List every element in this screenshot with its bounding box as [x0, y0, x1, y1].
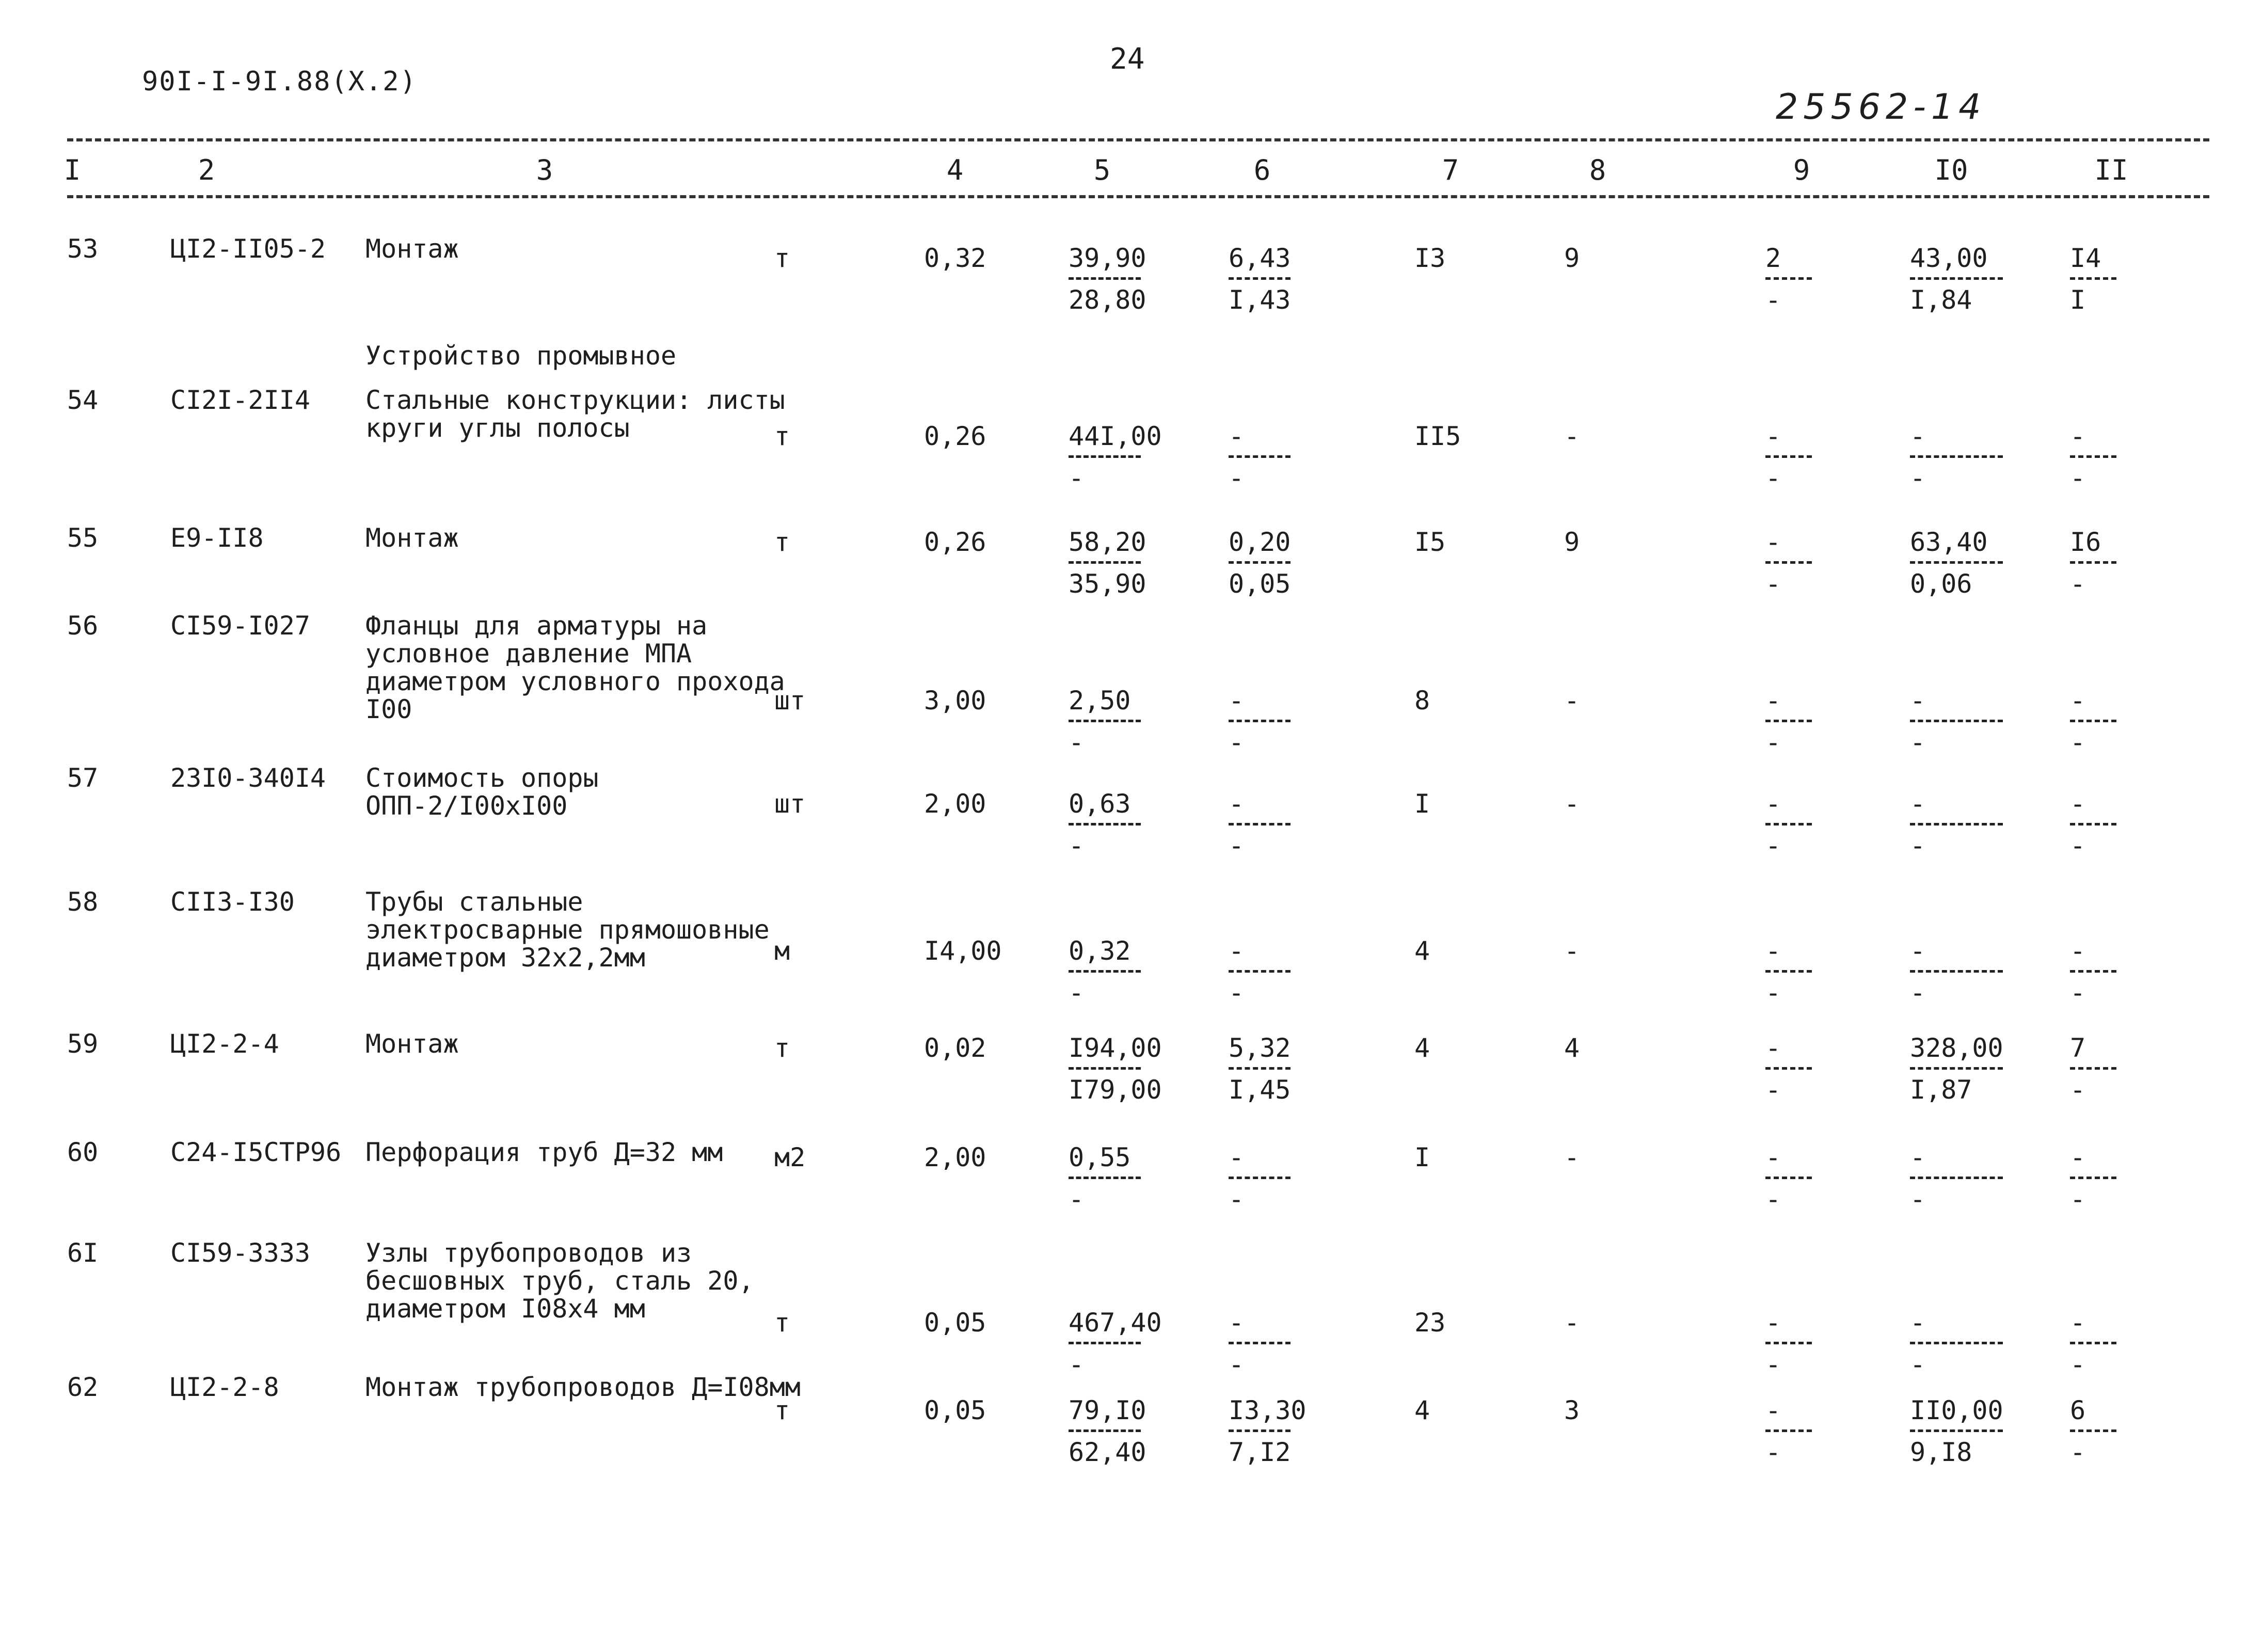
labor-value: I [1414, 789, 1430, 819]
fraction-bar [1910, 277, 2003, 280]
col11-value-denominator: - [2070, 978, 2086, 1008]
rate-code: CI59-3333 [170, 1238, 310, 1268]
fraction-bar [2070, 823, 2116, 825]
machine-cost-fraction [1229, 1309, 1291, 1378]
work-name: Монтаж [365, 234, 459, 264]
unit-cost-numerator: 0,55 [1069, 1142, 1131, 1172]
fraction-bar [1069, 1067, 1141, 1070]
fraction-bar [2070, 1067, 2116, 1070]
unit-of-measure: т [774, 1033, 790, 1063]
machine-cost-denominator: - [1229, 727, 1245, 757]
unit-cost-denominator: - [1069, 727, 1085, 757]
col9-value-numerator: - [1765, 789, 1781, 819]
work-name: Перфорация труб Д=32 мм [365, 1137, 723, 1167]
col-header-7: 7 [1442, 154, 1459, 186]
table-row [0, 1372, 2262, 1467]
col11-value-fraction [2070, 1143, 2116, 1213]
fraction-bar [1069, 455, 1141, 458]
col9-value-fraction [1765, 1143, 1812, 1213]
unit-cost-fraction [1069, 421, 1162, 493]
unit-of-measure: т [774, 527, 790, 557]
machine-cost-numerator: I3,30 [1229, 1395, 1307, 1425]
section-heading: Устройство промывное [365, 341, 677, 371]
col10-value-numerator: II0,00 [1910, 1395, 2003, 1425]
col9-value-fraction [1765, 687, 1812, 756]
machine-cost-numerator: - [1229, 789, 1245, 819]
col10-value-numerator: - [1910, 936, 1926, 966]
fraction-bar [1069, 561, 1141, 564]
col8-value: 3 [1564, 1395, 1580, 1425]
handwritten-number: 25562-14 [1776, 87, 1986, 128]
machine-cost-fraction [1229, 1034, 1291, 1104]
labor-value: II5 [1414, 421, 1461, 451]
unit-cost-numerator: I94,00 [1069, 1033, 1162, 1063]
machine-cost-fraction [1229, 1143, 1291, 1213]
fraction-bar [1229, 720, 1291, 722]
col9-value-denominator: - [1765, 727, 1781, 757]
unit-cost-numerator: 2,50 [1069, 686, 1131, 716]
col10-value-denominator: - [1910, 831, 1926, 861]
col9-value-numerator: - [1765, 1142, 1781, 1172]
machine-cost-numerator: - [1229, 936, 1245, 966]
fraction-bar [1765, 720, 1812, 722]
machine-cost-denominator: - [1229, 463, 1245, 493]
col9-value-fraction [1765, 244, 1812, 314]
unit-cost-denominator: - [1069, 1184, 1085, 1214]
unit-cost-numerator: 0,63 [1069, 789, 1131, 819]
row-number: 60 [67, 1137, 99, 1167]
work-name: Монтаж трубопроводов Д=I08мм [365, 1372, 801, 1402]
col11-value-fraction [2070, 1309, 2116, 1378]
row-number: 55 [67, 523, 99, 553]
unit-cost-fraction [1069, 790, 1141, 860]
machine-cost-fraction [1229, 422, 1291, 492]
rate-code: CI59-I027 [170, 611, 310, 641]
rate-code: CII3-I30 [170, 887, 295, 917]
work-name: Монтаж [365, 1029, 459, 1059]
unit-cost-numerator: 44I,00 [1069, 421, 1162, 451]
labor-value: 23 [1414, 1308, 1446, 1338]
col10-value-denominator: - [1910, 727, 1926, 757]
col11-value-fraction [2070, 1034, 2116, 1104]
col9-value-numerator: - [1765, 1395, 1781, 1425]
document-code: 90I-I-9I.88(X.2) [142, 66, 417, 97]
machine-cost-denominator: - [1229, 1184, 1245, 1214]
col10-value-denominator: I,84 [1910, 285, 1972, 315]
fraction-bar [1229, 823, 1291, 825]
unit-cost-denominator: 62,40 [1069, 1437, 1146, 1467]
col10-value-numerator: - [1910, 1308, 1926, 1338]
col9-value-denominator: - [1765, 1184, 1781, 1214]
work-name: Стальные конструкции: листы круги углы полосы [365, 385, 785, 443]
col-header-4: 4 [946, 154, 964, 186]
table-row [0, 523, 2262, 599]
col10-value-fraction [1910, 1396, 2003, 1466]
machine-cost-fraction [1229, 1395, 1307, 1467]
fraction-bar [1910, 1067, 2003, 1070]
unit-of-measure: шт [774, 789, 806, 819]
rate-code: ЦI2-2-8 [170, 1372, 279, 1402]
col10-value-fraction [1910, 687, 2003, 756]
fraction-bar [1069, 1429, 1141, 1432]
col-header-11: II [2094, 154, 2128, 186]
col8-value: 9 [1564, 243, 1580, 273]
fraction-bar [2070, 720, 2116, 722]
fraction-bar [1765, 970, 1812, 973]
col10-value-numerator: - [1910, 1142, 1926, 1172]
fraction-bar [1910, 561, 2003, 564]
col-header-5: 5 [1093, 154, 1111, 186]
row-number: 62 [67, 1372, 99, 1402]
fraction-bar [1069, 277, 1141, 280]
col10-value-fraction [1910, 244, 2003, 314]
col11-value-denominator: - [2070, 831, 2086, 861]
unit-cost-denominator: - [1069, 463, 1085, 493]
col10-value-fraction [1910, 1034, 2003, 1104]
unit-cost-fraction [1069, 1033, 1162, 1105]
fraction-bar [1229, 1429, 1291, 1432]
col10-value-numerator: - [1910, 686, 1926, 716]
unit-cost-numerator: 467,40 [1069, 1308, 1162, 1338]
fraction-bar [1765, 277, 1812, 280]
col9-value-denominator: - [1765, 285, 1781, 315]
col11-value-denominator: - [2070, 569, 2086, 599]
unit-cost-denominator: - [1069, 978, 1085, 1008]
col11-value-fraction [2070, 244, 2116, 314]
col10-value-denominator: - [1910, 1184, 1926, 1214]
unit-cost-fraction [1069, 687, 1141, 756]
col10-value-numerator: 63,40 [1910, 527, 1988, 557]
col9-value-fraction [1765, 1034, 1812, 1104]
unit-of-measure: шт [774, 686, 806, 716]
unit-cost-numerator: 0,32 [1069, 936, 1131, 966]
col11-value-fraction [2070, 422, 2116, 492]
col10-value-numerator: 328,00 [1910, 1033, 2003, 1063]
fraction-bar [1910, 1342, 2003, 1344]
fraction-bar [1765, 561, 1812, 564]
quantity: 2,00 [924, 1142, 986, 1172]
fraction-bar [1910, 720, 2003, 722]
unit-of-measure: т [774, 421, 790, 451]
fraction-bar [1765, 823, 1812, 825]
header-top-rule [67, 138, 2209, 141]
machine-cost-denominator: 0,05 [1229, 569, 1291, 599]
quantity: 0,26 [924, 527, 986, 557]
machine-cost-numerator: 5,32 [1229, 1033, 1291, 1063]
col-header-3: 3 [536, 154, 553, 186]
col9-value-denominator: - [1765, 463, 1781, 493]
work-name: Узлы трубопроводов из бесшовных труб, сталь 20, диаметром I08x4 мм [365, 1238, 754, 1324]
fraction-bar [1910, 823, 2003, 825]
col10-value-denominator: - [1910, 1349, 1926, 1379]
col9-value-numerator: - [1765, 1308, 1781, 1338]
col-header-2: 2 [198, 154, 215, 186]
machine-cost-fraction [1229, 244, 1291, 314]
fraction-bar [1069, 823, 1141, 825]
col9-value-fraction [1765, 790, 1812, 860]
col8-value: - [1564, 1142, 1580, 1172]
col11-value-denominator: - [2070, 1075, 2086, 1105]
col8-value: 9 [1564, 527, 1580, 557]
col9-value-numerator: 2 [1765, 243, 1781, 273]
page-number: 24 [1110, 42, 1145, 76]
unit-of-measure: м2 [774, 1142, 806, 1172]
row-number: 54 [67, 385, 99, 415]
fraction-bar [1229, 561, 1291, 564]
fraction-bar [2070, 970, 2116, 973]
col11-value-fraction [2070, 937, 2116, 1007]
col11-value-denominator: - [2070, 463, 2086, 493]
machine-cost-denominator: I,45 [1229, 1075, 1291, 1105]
col9-value-fraction [1765, 1396, 1812, 1466]
col10-value-fraction [1910, 937, 2003, 1007]
col11-value-numerator: I6 [2070, 527, 2101, 557]
col10-value-numerator: - [1910, 421, 1926, 451]
col10-value-fraction [1910, 1309, 2003, 1378]
unit-cost-denominator: I79,00 [1069, 1075, 1162, 1105]
rate-code: ЦI2-2-4 [170, 1029, 279, 1059]
col10-value-denominator: - [1910, 978, 1926, 1008]
rate-code: ЦI2-II05-2 [170, 234, 326, 264]
row-number: 6I [67, 1238, 99, 1268]
col11-value-numerator: - [2070, 1308, 2086, 1338]
col9-value-denominator: - [1765, 569, 1781, 599]
work-name: Стоимость опоры ОПП-2/I00xI00 [365, 763, 599, 821]
quantity: I4,00 [924, 936, 1002, 966]
header-bottom-rule [67, 195, 2209, 198]
unit-cost-numerator: 39,90 [1069, 243, 1146, 273]
unit-cost-numerator: 79,I0 [1069, 1395, 1146, 1425]
col-header-1: I [63, 154, 81, 186]
unit-cost-fraction [1069, 1308, 1162, 1379]
col10-value-fraction [1910, 790, 2003, 860]
labor-value: 4 [1414, 936, 1430, 966]
col-header-6: 6 [1253, 154, 1271, 186]
machine-cost-numerator: - [1229, 421, 1245, 451]
unit-cost-denominator: - [1069, 1349, 1085, 1379]
col11-value-fraction [2070, 1396, 2116, 1466]
machine-cost-numerator: - [1229, 1142, 1245, 1172]
machine-cost-denominator: - [1229, 978, 1245, 1008]
machine-cost-denominator: 7,I2 [1229, 1437, 1291, 1467]
col11-value-fraction [2070, 790, 2116, 860]
col11-value-numerator: 6 [2070, 1395, 2086, 1425]
machine-cost-denominator: - [1229, 1349, 1245, 1379]
unit-of-measure: т [774, 243, 790, 273]
col10-value-denominator: - [1910, 463, 1926, 493]
labor-value: 4 [1414, 1033, 1430, 1063]
col9-value-numerator: - [1765, 527, 1781, 557]
col9-value-denominator: - [1765, 1075, 1781, 1105]
fraction-bar [1229, 970, 1291, 973]
unit-cost-fraction [1069, 1143, 1141, 1213]
fraction-bar [2070, 277, 2116, 280]
fraction-bar [1910, 455, 2003, 458]
col8-value: - [1564, 1308, 1580, 1338]
col8-value: - [1564, 936, 1580, 966]
col11-value-denominator: - [2070, 727, 2086, 757]
col11-value-numerator: I4 [2070, 243, 2101, 273]
row-number: 59 [67, 1029, 99, 1059]
col8-value: - [1564, 789, 1580, 819]
quantity: 0,26 [924, 421, 986, 451]
labor-value: I [1414, 1142, 1430, 1172]
work-name: Монтаж [365, 523, 459, 553]
fraction-bar [2070, 561, 2116, 564]
col9-value-fraction [1765, 422, 1812, 492]
col11-value-denominator: - [2070, 1184, 2086, 1214]
rate-code: C24-I5CTP96 [170, 1137, 342, 1167]
fraction-bar [1229, 455, 1291, 458]
unit-cost-fraction [1069, 527, 1146, 599]
unit-cost-fraction [1069, 937, 1141, 1007]
table-row [0, 385, 2262, 493]
work-name: Трубы стальные электросварные прямошовные диаметром 32x2,2мм [365, 887, 770, 973]
row-number: 53 [67, 234, 99, 264]
quantity: 3,00 [924, 686, 986, 716]
fraction-bar [1910, 970, 2003, 973]
fraction-bar [1765, 455, 1812, 458]
table-row [0, 1238, 2262, 1379]
fraction-bar [2070, 1429, 2116, 1432]
row-number: 57 [67, 763, 99, 793]
machine-cost-fraction [1229, 528, 1291, 598]
unit-cost-fraction [1069, 1395, 1146, 1467]
col10-value-numerator: 43,00 [1910, 243, 1988, 273]
col11-value-numerator: 7 [2070, 1033, 2086, 1063]
labor-value: I5 [1414, 527, 1446, 557]
rate-code: 23I0-340I4 [170, 763, 326, 793]
col9-value-numerator: - [1765, 686, 1781, 716]
col9-value-fraction [1765, 937, 1812, 1007]
unit-cost-denominator: 28,80 [1069, 285, 1146, 315]
fraction-bar [1910, 1429, 2003, 1432]
machine-cost-numerator: - [1229, 686, 1245, 716]
work-name: Фланцы для арматуры на условное давление МПА диаметром условного прохода I00 [365, 611, 785, 724]
machine-cost-fraction [1229, 937, 1291, 1007]
col11-value-numerator: - [2070, 1142, 2086, 1172]
col-header-9: 9 [1793, 154, 1810, 186]
fraction-bar [1910, 1177, 2003, 1179]
col9-value-numerator: - [1765, 936, 1781, 966]
col9-value-denominator: - [1765, 1437, 1781, 1467]
row-number: 56 [67, 611, 99, 641]
col11-value-denominator: I [2070, 285, 2086, 315]
quantity: 2,00 [924, 789, 986, 819]
fraction-bar [1229, 1177, 1291, 1179]
quantity: 0,05 [924, 1308, 986, 1338]
col9-value-numerator: - [1765, 1033, 1781, 1063]
fraction-bar [1229, 277, 1291, 280]
col9-value-denominator: - [1765, 831, 1781, 861]
unit-cost-numerator: 58,20 [1069, 527, 1146, 557]
unit-of-measure: т [774, 1308, 790, 1338]
fraction-bar [1765, 1429, 1812, 1432]
unit-cost-denominator: - [1069, 831, 1085, 861]
col11-value-numerator: - [2070, 421, 2086, 451]
fraction-bar [2070, 455, 2116, 458]
col8-value: 4 [1564, 1033, 1580, 1063]
col11-value-denominator: - [2070, 1437, 2086, 1467]
labor-value: I3 [1414, 243, 1446, 273]
table-row [0, 763, 2262, 861]
col-header-10: I0 [1934, 154, 1968, 186]
col9-value-fraction [1765, 1309, 1812, 1378]
unit-cost-fraction [1069, 243, 1146, 315]
machine-cost-denominator: I,43 [1229, 285, 1291, 315]
col9-value-numerator: - [1765, 421, 1781, 451]
fraction-bar [1069, 970, 1141, 973]
col10-value-fraction [1910, 1143, 2003, 1213]
machine-cost-fraction [1229, 790, 1291, 860]
machine-cost-fraction [1229, 687, 1291, 756]
col11-value-numerator: - [2070, 936, 2086, 966]
machine-cost-denominator: - [1229, 831, 1245, 861]
col10-value-fraction [1910, 422, 2003, 492]
col11-value-fraction [2070, 528, 2116, 598]
fraction-bar [1765, 1342, 1812, 1344]
col9-value-denominator: - [1765, 978, 1781, 1008]
quantity: 0,32 [924, 243, 986, 273]
col11-value-numerator: - [2070, 686, 2086, 716]
machine-cost-numerator: 0,20 [1229, 527, 1291, 557]
col11-value-fraction [2070, 687, 2116, 756]
fraction-bar [1765, 1067, 1812, 1070]
col11-value-numerator: - [2070, 789, 2086, 819]
unit-of-measure: м [774, 936, 790, 966]
quantity: 0,05 [924, 1395, 986, 1425]
machine-cost-numerator: 6,43 [1229, 243, 1291, 273]
machine-cost-numerator: - [1229, 1308, 1245, 1338]
col9-value-denominator: - [1765, 1349, 1781, 1379]
col10-value-denominator: I,87 [1910, 1075, 1972, 1105]
col9-value-fraction [1765, 528, 1812, 598]
col8-value: - [1564, 686, 1580, 716]
col10-value-denominator: 0,06 [1910, 569, 1972, 599]
row-number: 58 [67, 887, 99, 917]
fraction-bar [2070, 1342, 2116, 1344]
col-header-8: 8 [1589, 154, 1606, 186]
col8-value: - [1564, 421, 1580, 451]
rate-code: CI2I-2II4 [170, 385, 310, 415]
col10-value-numerator: - [1910, 789, 1926, 819]
labor-value: 8 [1414, 686, 1430, 716]
quantity: 0,02 [924, 1033, 986, 1063]
unit-cost-denominator: 35,90 [1069, 569, 1146, 599]
fraction-bar [1069, 720, 1141, 722]
fraction-bar [1069, 1177, 1141, 1179]
col10-value-fraction [1910, 528, 2003, 598]
fraction-bar [1229, 1067, 1291, 1070]
table-row [0, 1137, 2262, 1214]
fraction-bar [2070, 1177, 2116, 1179]
unit-of-measure: т [774, 1395, 790, 1425]
fraction-bar [1229, 1342, 1291, 1344]
fraction-bar [1069, 1342, 1141, 1344]
rate-code: E9-II8 [170, 523, 264, 553]
labor-value: 4 [1414, 1395, 1430, 1425]
col10-value-denominator: 9,I8 [1910, 1437, 1972, 1467]
fraction-bar [1765, 1177, 1812, 1179]
col11-value-denominator: - [2070, 1349, 2086, 1379]
